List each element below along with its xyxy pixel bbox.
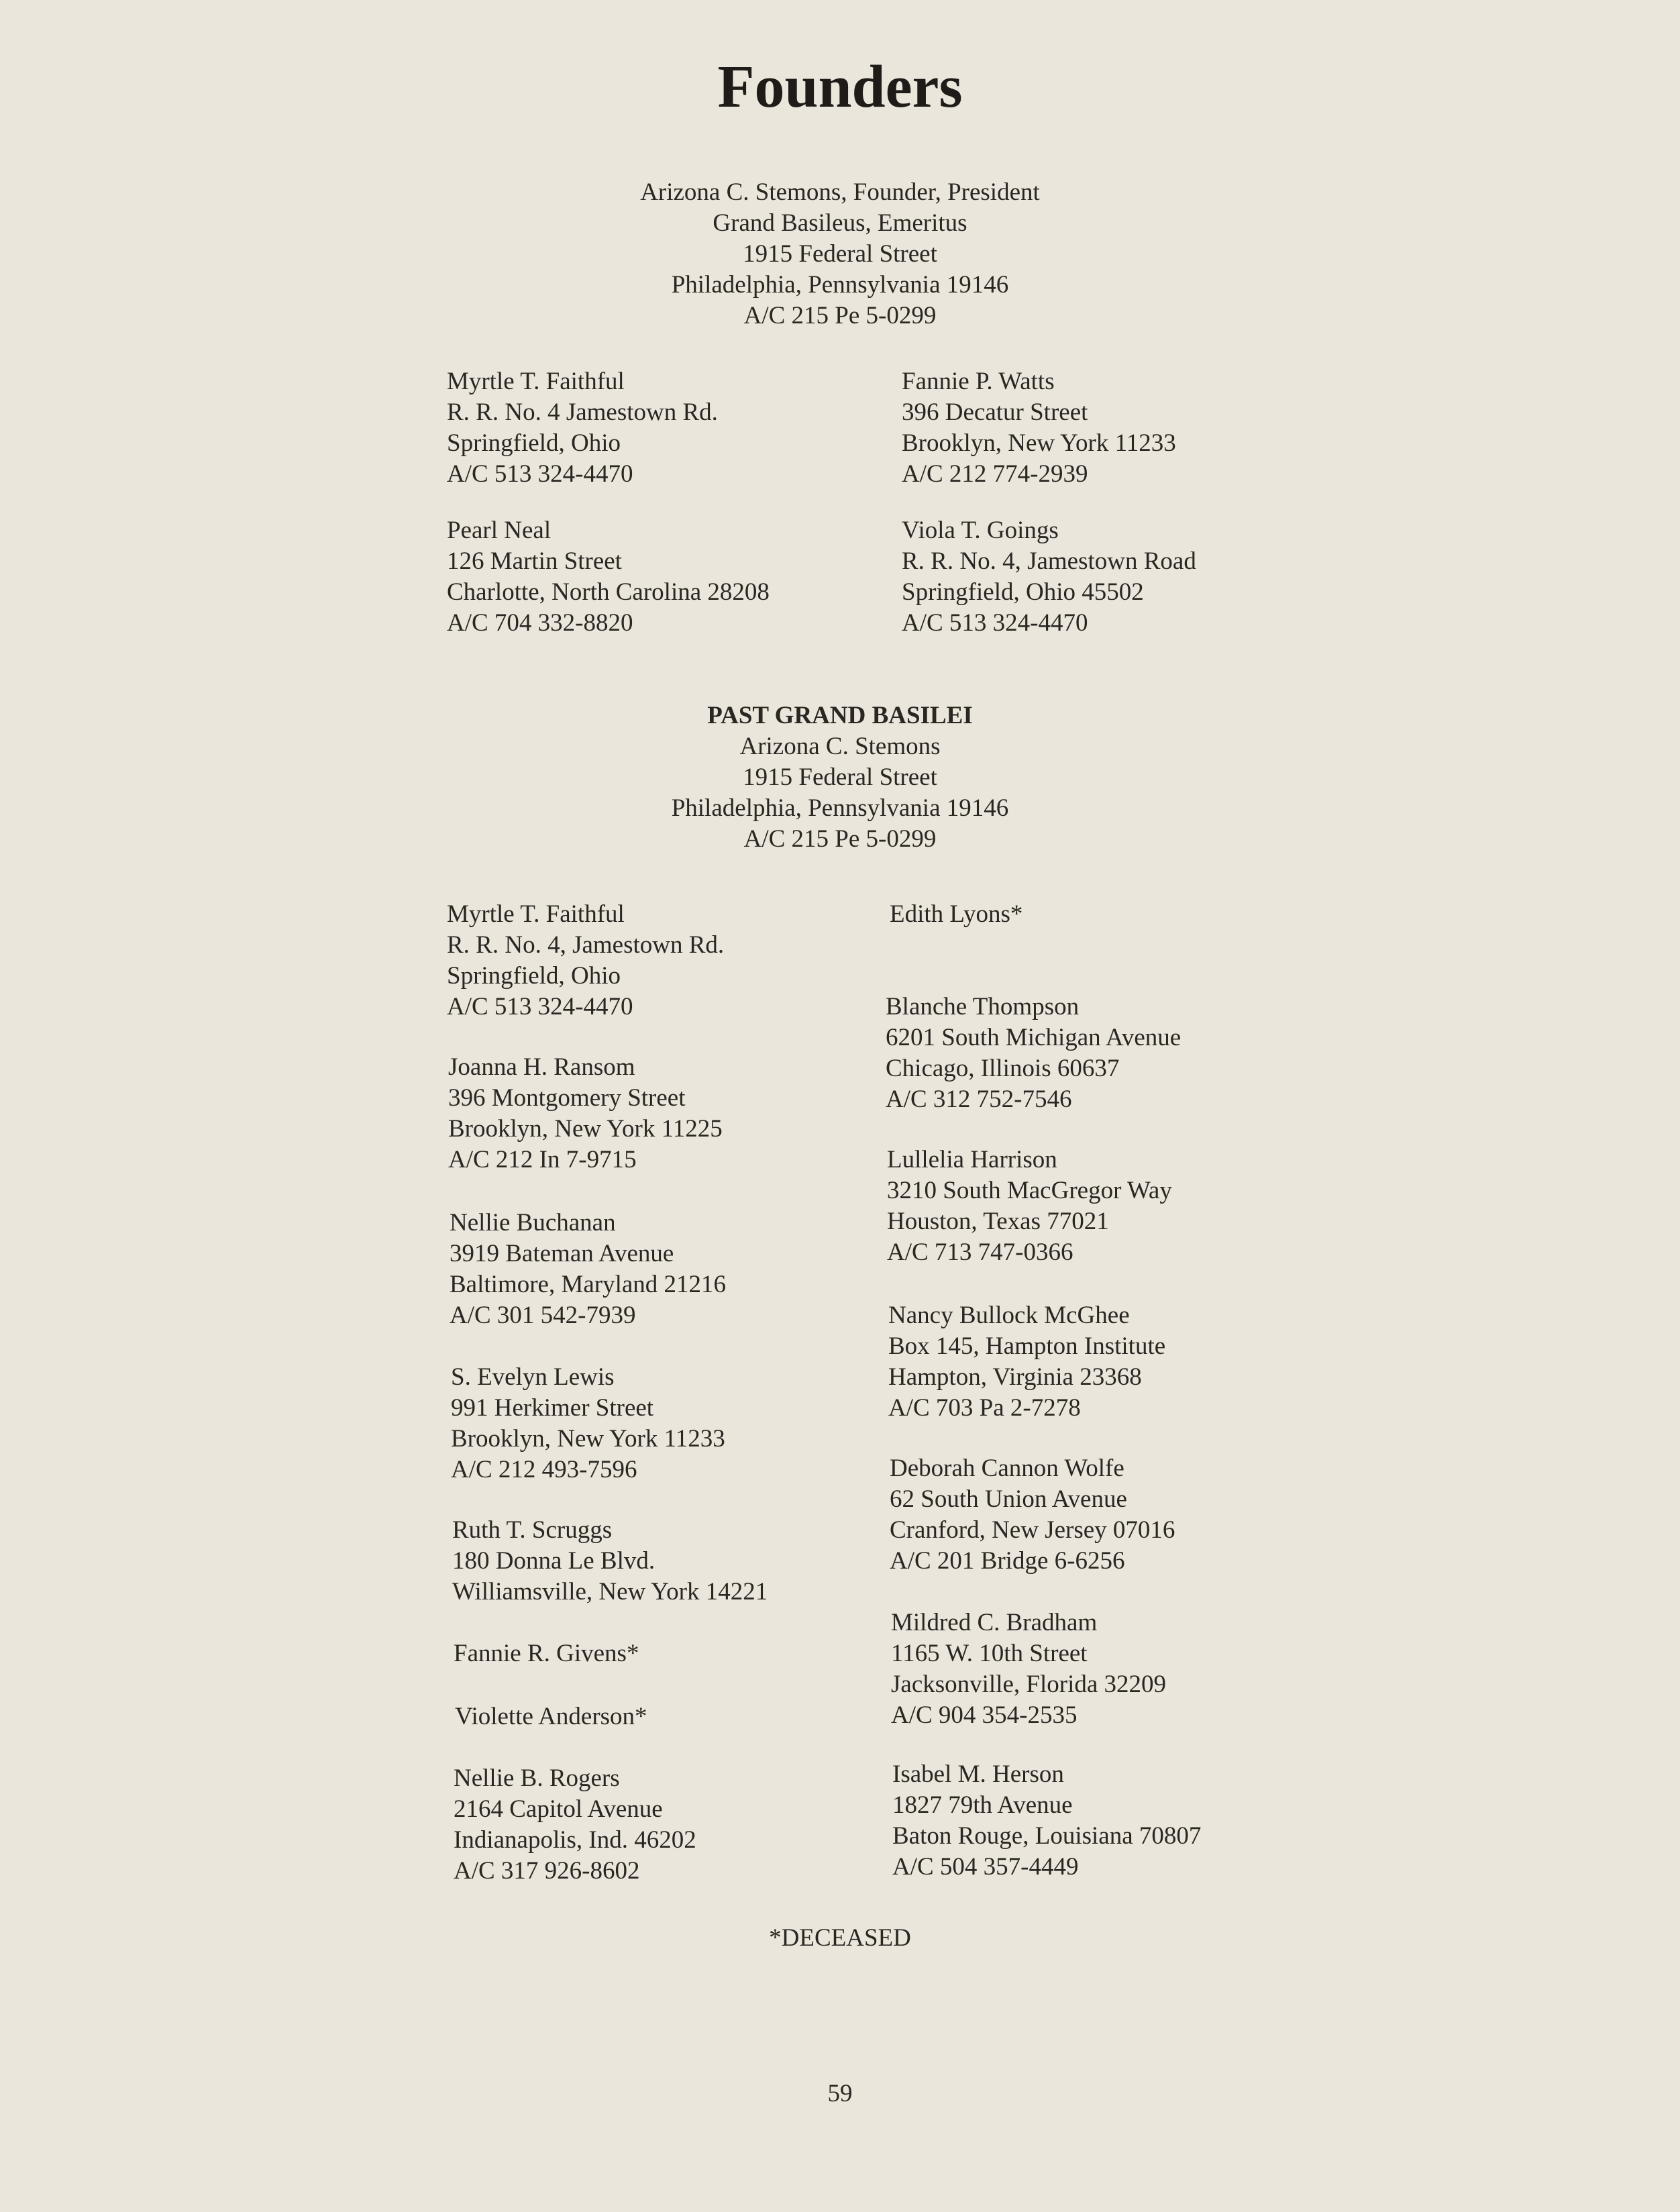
entry-line: Indianapolis, Ind. 46202 [454,1826,696,1854]
entry-line: A/C 713 747-0366 [887,1239,1073,1266]
section-heading: PAST GRAND BASILEI [707,702,973,729]
entry-line: Brooklyn, New York 11233 [451,1425,725,1453]
entry-line: A/C 904 354-2535 [891,1701,1078,1729]
entry-line: 3210 South MacGregor Way [887,1177,1172,1204]
past-basileus-entry [887,1145,1172,1268]
past-basileus-entry [886,992,1181,1115]
entry-line: 1165 W. 10th Street [891,1640,1088,1667]
entry-line: Springfield, Ohio 45502 [902,578,1144,606]
past-basileus-entry [451,1362,725,1485]
entry-line: A/C 317 926-8602 [454,1857,640,1885]
deceased-footnote: *DECEASED [769,1924,911,1952]
founder-entry [902,366,1176,490]
entry-name: Fannie P. Watts [902,368,1055,395]
past-basileus-entry [890,1453,1175,1577]
entry-line: Springfield, Ohio [447,429,621,457]
entry-name: S. Evelyn Lewis [451,1363,615,1391]
founder-president-block [0,177,1680,331]
entry-line: 2164 Capitol Avenue [454,1795,663,1823]
entry-line: 1827 79th Avenue [892,1791,1073,1819]
entry-line: Jacksonville, Florida 32209 [891,1671,1167,1698]
entry-line: 396 Montgomery Street [448,1084,686,1112]
entry-line: A/C 704 332-8820 [447,609,633,637]
address-line: A/C 215 Pe 5-0299 [743,302,937,329]
entry-name: Edith Lyons* [890,900,1023,928]
entry-line: Baltimore, Maryland 21216 [450,1271,727,1298]
past-basileus-entry [888,1300,1165,1424]
entry-line: 3919 Bateman Avenue [450,1240,674,1267]
entry-line: A/C 703 Pa 2-7278 [888,1394,1081,1422]
entry-name: Nellie B. Rogers [454,1765,620,1792]
entry-line: A/C 513 324-4470 [447,993,633,1020]
entry-name: Ruth T. Scruggs [452,1516,613,1544]
address-line: 1915 Federal Street [743,240,937,268]
entry-line: Brooklyn, New York 11233 [902,429,1176,457]
entry-line: Charlotte, North Carolina 28208 [447,578,770,606]
address-line: Philadelphia, Pennsylvania 19146 [671,271,1009,299]
entry-name: Lullelia Harrison [887,1146,1057,1173]
past-basileus-entry [891,1608,1166,1731]
entry-name: Violette Anderson* [455,1703,647,1730]
entry-line: Springfield, Ohio [447,962,621,990]
entry-line: A/C 312 752-7546 [886,1086,1072,1113]
entry-line: R. R. No. 4, Jamestown Rd. [447,931,725,959]
address-line: Philadelphia, Pennsylvania 19146 [671,794,1009,822]
past-basileus-entry [452,1515,768,1608]
entry-line: Cranford, New Jersey 07016 [890,1516,1175,1544]
entry-line: A/C 212 In 7-9715 [448,1146,637,1173]
entry-line: R. R. No. 4, Jamestown Road [902,547,1196,575]
entry-line: A/C 513 324-4470 [902,609,1088,637]
entry-line: Baton Rouge, Louisiana 70807 [892,1822,1202,1850]
entry-line: Williamsville, New York 14221 [452,1578,768,1605]
founder-entry [447,366,718,490]
entry-line: Chicago, Illinois 60637 [886,1055,1120,1082]
past-basileus-entry [890,899,1022,930]
entry-name: Blanche Thompson [886,993,1080,1020]
entry-line: 991 Herkimer Street [451,1394,654,1422]
past-basileus-entry [450,1208,726,1331]
entry-name: Viola T. Goings [902,517,1059,544]
address-line: A/C 215 Pe 5-0299 [743,825,937,853]
entry-line: A/C 212 774-2939 [902,460,1088,488]
entry-line: 126 Martin Street [447,547,623,575]
past-basileus-entry [448,1052,723,1175]
entry-name: Nellie Buchanan [450,1209,616,1236]
page-title: Founders [717,54,963,120]
entry-line: R. R. No. 4 Jamestown Rd. [447,399,718,426]
page-number: 59 [827,2080,853,2107]
entry-line: A/C 301 542-7939 [450,1302,636,1329]
entry-name: Mildred C. Bradham [891,1609,1098,1636]
past-basileus-entry [892,1759,1201,1883]
entry-line: A/C 504 357-4449 [892,1853,1079,1881]
address-line: Grand Basileus, Emeritus [713,209,967,237]
entry-line: 180 Donna Le Blvd. [452,1547,655,1575]
entry-line: Brooklyn, New York 11225 [448,1115,723,1143]
founder-entry [902,515,1196,639]
entry-name: Nancy Bullock McGhee [888,1302,1130,1329]
founder-entry [447,515,770,639]
address-line: 1915 Federal Street [743,763,937,791]
entry-line: Houston, Texas 77021 [887,1208,1109,1235]
entry-line: Hampton, Virginia 23368 [888,1363,1142,1391]
entry-line: 396 Decatur Street [902,399,1088,426]
entry-line: 6201 South Michigan Avenue [886,1024,1182,1051]
past-basileus-entry [447,899,724,1022]
entry-name: Joanna H. Ransom [448,1053,635,1081]
entry-name: Pearl Neal [447,517,552,544]
entry-name: Fannie R. Givens* [454,1640,639,1667]
entry-name: Isabel M. Herson [892,1760,1064,1788]
entry-line: Box 145, Hampton Institute [888,1332,1166,1360]
entry-name: Deborah Cannon Wolfe [890,1455,1124,1482]
entry-name: Myrtle T. Faithful [447,368,625,395]
entry-line: A/C 212 493-7596 [451,1456,637,1483]
entry-line: 62 South Union Avenue [890,1485,1127,1513]
address-line: Arizona C. Stemons, Founder, President [640,178,1040,206]
entry-line: A/C 513 324-4470 [447,460,633,488]
past-basileus-entry [454,1638,639,1669]
entry-line: A/C 201 Bridge 6-6256 [890,1547,1125,1575]
past-grand-basilei-block [0,700,1680,855]
past-basileus-entry [455,1701,647,1732]
entry-name: Myrtle T. Faithful [447,900,625,928]
address-line: Arizona C. Stemons [739,733,941,760]
past-basileus-entry [454,1763,696,1887]
